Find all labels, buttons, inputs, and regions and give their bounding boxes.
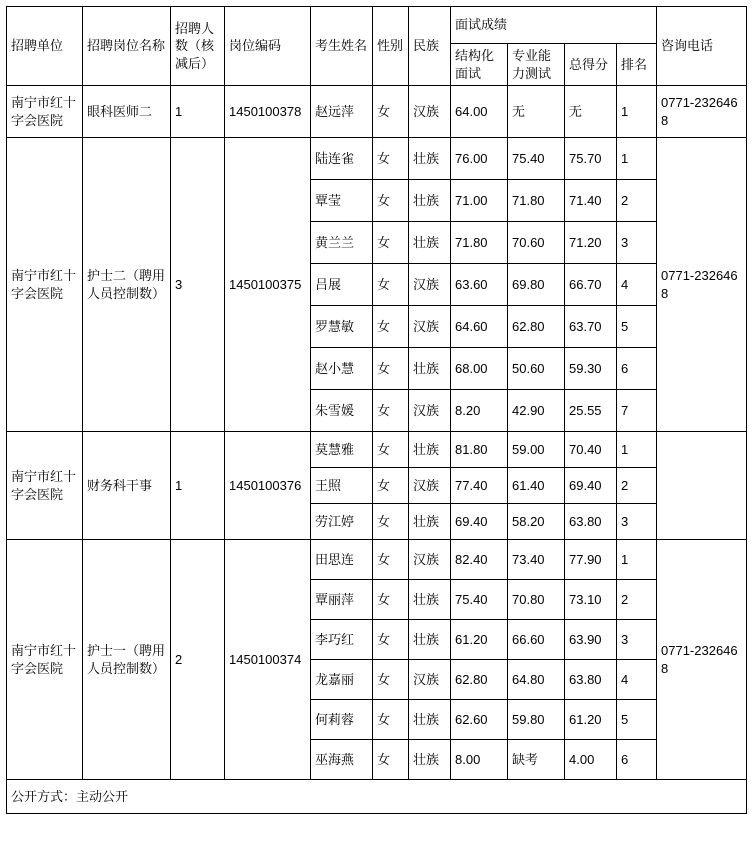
header-structured: 结构化面试 [451, 44, 508, 86]
header-code: 岗位编码 [225, 7, 311, 86]
recruitment-results-table [6, 6, 747, 814]
header-count: 招聘人数（核减后） [171, 7, 225, 86]
cell-unit: 南宁市红十字会医院 [7, 86, 83, 138]
cell-total: 4.00 [565, 740, 617, 780]
cell-ethnicity: 壮族 [409, 504, 451, 540]
cell-professional: 42.90 [508, 390, 565, 432]
cell-total: 70.40 [565, 432, 617, 468]
cell-unit: 南宁市红十字会医院 [7, 138, 83, 432]
cell-ethnicity: 壮族 [409, 580, 451, 620]
cell-total: 61.20 [565, 700, 617, 740]
cell-candidate: 李巧红 [311, 620, 373, 660]
cell-structured: 62.80 [451, 660, 508, 700]
cell-ethnicity: 壮族 [409, 740, 451, 780]
cell-ethnicity: 汉族 [409, 468, 451, 504]
cell-ethnicity: 壮族 [409, 700, 451, 740]
cell-code: 1450100376 [225, 432, 311, 540]
cell-rank: 1 [617, 138, 657, 180]
cell-total: 63.70 [565, 306, 617, 348]
cell-ethnicity: 壮族 [409, 222, 451, 264]
cell-candidate: 巫海燕 [311, 740, 373, 780]
header-interview-group: 面试成绩 [451, 7, 657, 44]
table-row [7, 138, 747, 180]
cell-gender: 女 [373, 306, 409, 348]
cell-candidate: 王照 [311, 468, 373, 504]
cell-total: 73.10 [565, 580, 617, 620]
cell-candidate: 龙嘉丽 [311, 660, 373, 700]
cell-rank: 6 [617, 740, 657, 780]
cell-rank: 2 [617, 580, 657, 620]
cell-total: 63.80 [565, 504, 617, 540]
cell-candidate: 田思连 [311, 540, 373, 580]
cell-post: 护士一（聘用人员控制数） [83, 540, 171, 780]
cell-code: 1450100374 [225, 540, 311, 780]
cell-rank: 4 [617, 660, 657, 700]
cell-rank: 3 [617, 620, 657, 660]
cell-candidate: 赵小慧 [311, 348, 373, 390]
cell-structured: 64.60 [451, 306, 508, 348]
cell-gender: 女 [373, 660, 409, 700]
cell-ethnicity: 壮族 [409, 180, 451, 222]
cell-professional: 66.60 [508, 620, 565, 660]
cell-rank: 3 [617, 504, 657, 540]
header-professional: 专业能力测试 [508, 44, 565, 86]
cell-ethnicity: 汉族 [409, 390, 451, 432]
cell-professional: 59.80 [508, 700, 565, 740]
cell-rank: 1 [617, 86, 657, 138]
cell-professional: 62.80 [508, 306, 565, 348]
header-ethnicity: 民族 [409, 7, 451, 86]
cell-gender: 女 [373, 468, 409, 504]
cell-candidate: 陆连雀 [311, 138, 373, 180]
cell-structured: 71.00 [451, 180, 508, 222]
cell-structured: 61.20 [451, 620, 508, 660]
cell-structured: 8.20 [451, 390, 508, 432]
document-page [0, 6, 754, 850]
cell-candidate: 罗慧敏 [311, 306, 373, 348]
cell-post: 护士二（聘用人员控制数） [83, 138, 171, 432]
cell-rank: 1 [617, 540, 657, 580]
cell-code: 1450100378 [225, 86, 311, 138]
cell-ethnicity: 汉族 [409, 660, 451, 700]
cell-structured: 77.40 [451, 468, 508, 504]
cell-ethnicity: 汉族 [409, 86, 451, 138]
cell-post: 眼科医师二 [83, 86, 171, 138]
cell-total: 77.90 [565, 540, 617, 580]
cell-ethnicity: 壮族 [409, 620, 451, 660]
cell-rank: 6 [617, 348, 657, 390]
cell-professional: 70.60 [508, 222, 565, 264]
cell-total: 无 [565, 86, 617, 138]
cell-unit: 南宁市红十字会医院 [7, 432, 83, 540]
cell-structured: 64.00 [451, 86, 508, 138]
cell-rank: 7 [617, 390, 657, 432]
cell-rank: 2 [617, 180, 657, 222]
cell-phone: 0771-2326468 [657, 138, 747, 432]
cell-ethnicity: 壮族 [409, 138, 451, 180]
cell-total: 71.40 [565, 180, 617, 222]
cell-gender: 女 [373, 180, 409, 222]
cell-phone: 0771-2326468 [657, 540, 747, 780]
table-footer-row [7, 780, 747, 814]
header-rank: 排名 [617, 44, 657, 86]
cell-candidate: 朱雪媛 [311, 390, 373, 432]
header-candidate: 考生姓名 [311, 7, 373, 86]
header-phone: 咨询电话 [657, 7, 747, 86]
cell-professional: 71.80 [508, 180, 565, 222]
cell-structured: 63.60 [451, 264, 508, 306]
cell-total: 25.55 [565, 390, 617, 432]
table-row [7, 86, 747, 138]
table-row [7, 432, 747, 468]
cell-candidate: 赵远萍 [311, 86, 373, 138]
cell-professional: 64.80 [508, 660, 565, 700]
header-unit: 招聘单位 [7, 7, 83, 86]
cell-professional: 无 [508, 86, 565, 138]
cell-total: 69.40 [565, 468, 617, 504]
cell-rank: 2 [617, 468, 657, 504]
cell-gender: 女 [373, 432, 409, 468]
cell-gender: 女 [373, 700, 409, 740]
cell-candidate: 何莉蓉 [311, 700, 373, 740]
cell-professional: 59.00 [508, 432, 565, 468]
cell-structured: 62.60 [451, 700, 508, 740]
cell-unit: 南宁市红十字会医院 [7, 540, 83, 780]
cell-count: 3 [171, 138, 225, 432]
cell-gender: 女 [373, 222, 409, 264]
cell-count: 1 [171, 86, 225, 138]
cell-gender: 女 [373, 390, 409, 432]
cell-rank: 1 [617, 432, 657, 468]
cell-count: 1 [171, 432, 225, 540]
cell-professional: 58.20 [508, 504, 565, 540]
cell-gender: 女 [373, 580, 409, 620]
cell-structured: 71.80 [451, 222, 508, 264]
cell-gender: 女 [373, 504, 409, 540]
cell-structured: 82.40 [451, 540, 508, 580]
cell-professional: 缺考 [508, 740, 565, 780]
header-post: 招聘岗位名称 [83, 7, 171, 86]
cell-professional: 75.40 [508, 138, 565, 180]
cell-gender: 女 [373, 348, 409, 390]
cell-phone [657, 432, 747, 540]
cell-rank: 5 [617, 306, 657, 348]
cell-structured: 68.00 [451, 348, 508, 390]
cell-candidate: 黄兰兰 [311, 222, 373, 264]
cell-gender: 女 [373, 138, 409, 180]
cell-gender: 女 [373, 620, 409, 660]
cell-professional: 61.40 [508, 468, 565, 504]
disclosure-method: 公开方式：主动公开 [7, 780, 747, 814]
cell-rank: 3 [617, 222, 657, 264]
cell-structured: 8.00 [451, 740, 508, 780]
header-total: 总得分 [565, 44, 617, 86]
cell-structured: 81.80 [451, 432, 508, 468]
cell-ethnicity: 壮族 [409, 348, 451, 390]
cell-structured: 75.40 [451, 580, 508, 620]
cell-ethnicity: 汉族 [409, 306, 451, 348]
cell-gender: 女 [373, 740, 409, 780]
cell-candidate: 覃丽萍 [311, 580, 373, 620]
cell-professional: 50.60 [508, 348, 565, 390]
cell-total: 63.80 [565, 660, 617, 700]
cell-total: 59.30 [565, 348, 617, 390]
cell-rank: 5 [617, 700, 657, 740]
cell-count: 2 [171, 540, 225, 780]
cell-rank: 4 [617, 264, 657, 306]
cell-ethnicity: 汉族 [409, 264, 451, 306]
cell-structured: 69.40 [451, 504, 508, 540]
cell-candidate: 覃莹 [311, 180, 373, 222]
cell-candidate: 劳江婷 [311, 504, 373, 540]
cell-ethnicity: 壮族 [409, 432, 451, 468]
cell-gender: 女 [373, 86, 409, 138]
cell-gender: 女 [373, 540, 409, 580]
cell-total: 66.70 [565, 264, 617, 306]
cell-candidate: 莫慧雅 [311, 432, 373, 468]
cell-post: 财务科干事 [83, 432, 171, 540]
cell-phone: 0771-2326468 [657, 86, 747, 138]
cell-total: 75.70 [565, 138, 617, 180]
cell-candidate: 吕展 [311, 264, 373, 306]
table-row [7, 540, 747, 580]
cell-structured: 76.00 [451, 138, 508, 180]
cell-gender: 女 [373, 264, 409, 306]
cell-professional: 70.80 [508, 580, 565, 620]
cell-total: 71.20 [565, 222, 617, 264]
table-header-row-1 [7, 7, 747, 44]
cell-total: 63.90 [565, 620, 617, 660]
cell-professional: 69.80 [508, 264, 565, 306]
cell-code: 1450100375 [225, 138, 311, 432]
cell-professional: 73.40 [508, 540, 565, 580]
header-gender: 性别 [373, 7, 409, 86]
cell-ethnicity: 汉族 [409, 540, 451, 580]
